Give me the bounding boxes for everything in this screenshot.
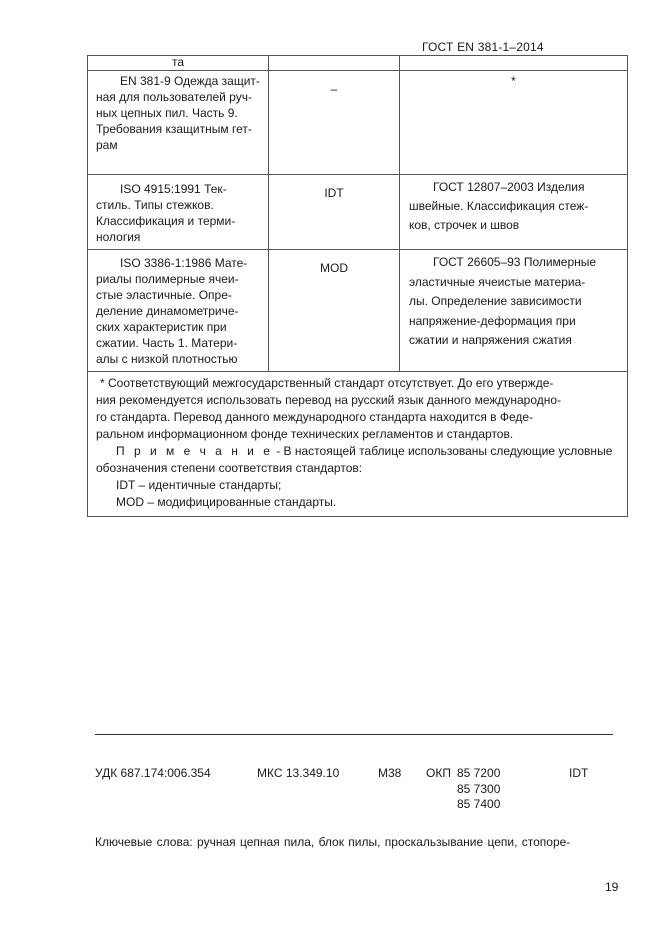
mks-code: МКС 13.349.10 xyxy=(257,766,340,780)
interstate-standard-cell xyxy=(400,175,628,250)
footnote-line: го стандарта. Перевод данного международного стандарта находится в Феде- xyxy=(96,410,534,424)
note-line xyxy=(96,443,623,460)
cell-line: ISO 3386-1:1986 Мате- xyxy=(120,256,248,270)
okp-label: ОКП xyxy=(426,766,451,780)
okp-code: 85 7300 xyxy=(457,782,501,796)
cell-line: * xyxy=(511,74,516,88)
table-row xyxy=(88,250,628,372)
m-code: М38 xyxy=(378,766,402,780)
cell-line: эластичные ячеистые материа- xyxy=(409,274,586,289)
udk-code: УДК 687.174:006.354 xyxy=(95,766,211,780)
cell-line: риалы полимерные ячеи- xyxy=(96,272,239,286)
cell-line: стиль. Типы стежков. xyxy=(96,198,214,212)
interstate-standard-cell xyxy=(400,71,628,175)
cell-line: напряжение-деформация при xyxy=(409,313,576,328)
note-text: - В настоящей таблице использованы следующие условные xyxy=(272,444,613,458)
note-line: обозначения степени соответствия стандартов: xyxy=(96,461,363,475)
page-number: 19 xyxy=(605,880,619,894)
degree-cell xyxy=(269,71,400,175)
cell-line: швейные. Классификация стеж- xyxy=(409,199,589,213)
footnote-line: ральном информационном фонде технических регламентов и стандартов. xyxy=(96,427,514,441)
cell-line: стые эластичные. Опре- xyxy=(96,288,232,302)
cell-line: Требования кзащитным гет- xyxy=(96,122,252,136)
cell-line: ная для пользователей руч- xyxy=(96,90,252,104)
cell-line: алы с низкой плотностью xyxy=(96,352,238,366)
cell-line: сжатии и напряжения сжатия xyxy=(409,333,572,347)
cell-line: ISO 4915:1991 Тек- xyxy=(120,182,227,196)
international-standard-cell xyxy=(88,175,269,250)
table-row xyxy=(88,175,628,250)
table-notes-row xyxy=(88,372,628,517)
degree-cell xyxy=(269,175,400,250)
cell-line: лы. Определение зависимости xyxy=(409,294,582,308)
degree-value: – xyxy=(330,82,338,96)
degree-code: IDT xyxy=(569,766,589,780)
keywords-line: Ключевые слова: ручная цепная пила, блок пилы, проскальзывание цепи, стопоре- xyxy=(95,835,571,849)
table-cell xyxy=(269,56,400,71)
cell-line: рам xyxy=(96,138,118,152)
degree-value: MOD xyxy=(320,261,348,275)
document-code-header: ГОСТ EN 381-1–2014 xyxy=(422,40,544,54)
continuation-text: та xyxy=(171,55,185,69)
horizontal-rule xyxy=(95,734,613,735)
table-continuation-row xyxy=(88,56,628,71)
standards-correspondence-table xyxy=(87,55,628,517)
interstate-standard-cell xyxy=(400,250,628,372)
degree-cell xyxy=(269,250,400,372)
degree-value: IDT xyxy=(324,186,344,200)
cell-line: ГОСТ 12807–2003 Изделия xyxy=(433,180,585,194)
international-standard-cell xyxy=(88,71,269,175)
cell-line: EN 381-9 Одежда защит- xyxy=(120,74,260,88)
note-label: П р и м е ч а н и е xyxy=(116,444,273,458)
cell-line: ГОСТ 26605–93 Полимерные xyxy=(433,255,597,269)
footnote-cell xyxy=(88,372,628,517)
cell-line: ных цепных пил. Часть 9. xyxy=(96,106,238,120)
cell-line: Классификация и терми- xyxy=(96,214,236,228)
footnote-line: ния рекомендуется использовать перевод на русский язык данного международно- xyxy=(96,393,562,407)
cell-line: ков, строчек и швов xyxy=(409,218,520,232)
okp-code: 85 7400 xyxy=(457,797,501,811)
cell-line: деление динамометриче- xyxy=(96,304,239,318)
footnote-line: * Соответствующий межгосударственный стандарт отсутствует. До его утвержде- xyxy=(100,376,554,390)
table-cell xyxy=(400,56,628,71)
cell-line: ских характеристик при xyxy=(96,320,227,334)
cell-line: сжатии. Часть 1. Матери- xyxy=(96,336,238,350)
note-line: MOD – модифицированные стандарты. xyxy=(116,495,337,509)
table-cell xyxy=(88,56,269,71)
cell-line: нология xyxy=(96,230,141,244)
note-line: IDT – идентичные стандарты; xyxy=(116,478,282,492)
international-standard-cell xyxy=(88,250,269,372)
table-row xyxy=(88,71,628,175)
okp-code: 85 7200 xyxy=(457,766,501,780)
